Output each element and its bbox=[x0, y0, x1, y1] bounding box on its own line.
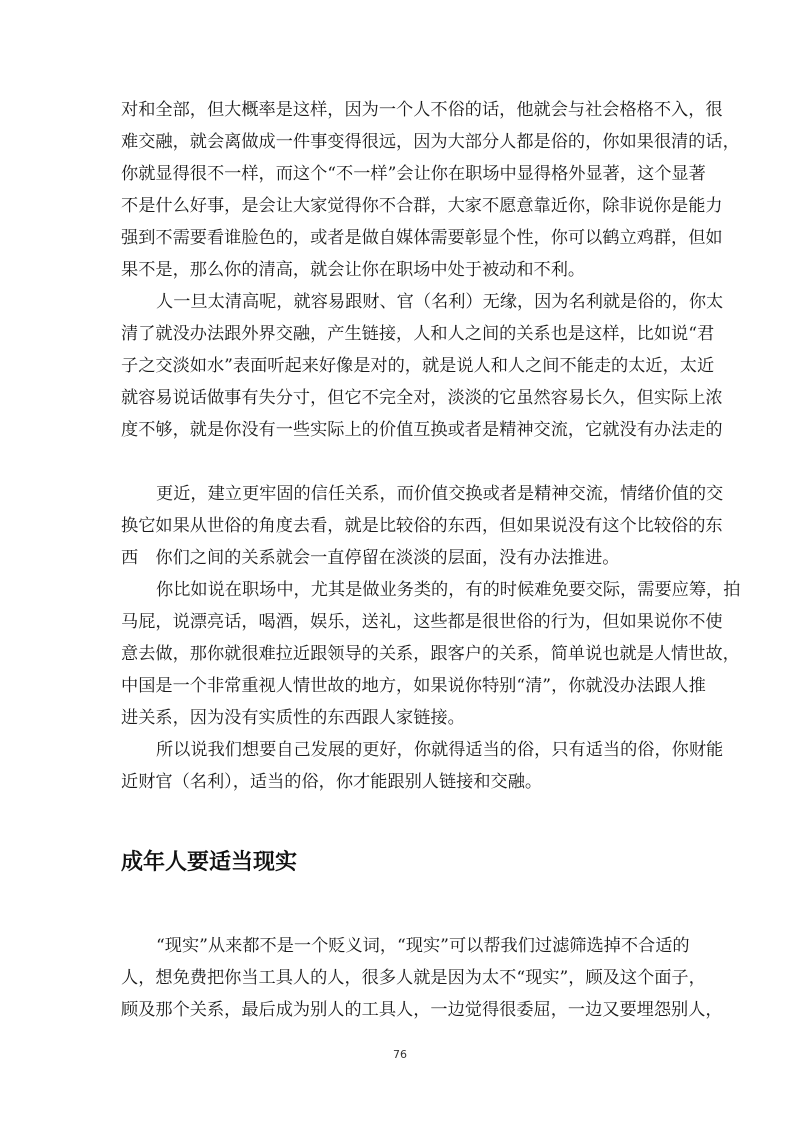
body-text-line: 你就显得很不一样，而这个“不一样”会让你在职场中显得格外显著，这个显著 bbox=[121, 164, 706, 184]
body-text-line: 子之交淡如水”表面听起来好像是对的，就是说人和人之间不能走的太近，太近 bbox=[121, 356, 715, 376]
body-text-line: 中国是一个非常重视人情世故的地方，如果说你特别“清”，你就没办法跟人推 bbox=[121, 676, 706, 696]
body-text-line: 进关系，因为没有实质性的东西跟人家链接。 bbox=[121, 708, 465, 728]
body-text-line: “现实”从来都不是一个贬义词，“现实”可以帮我们过滤筛选掉不合适的 bbox=[156, 936, 690, 956]
body-text-line: 更近，建立更牢固的信任关系，而价值交换或者是精神交流，情绪价值的交 bbox=[156, 484, 724, 504]
body-text-line: 果不是，那么你的清高，就会让你在职场中处于被动和不利。 bbox=[121, 260, 586, 280]
body-text-line: 所以说我们想要自己发展的更好，你就得适当的俗，只有适当的俗，你财能 bbox=[156, 740, 724, 760]
page-number: 76 bbox=[393, 1048, 407, 1061]
body-text-line: 清了就没办法跟外界交融，产生链接，人和人之间的关系也是这样，比如说“君 bbox=[121, 324, 715, 344]
body-text-line: 西 你们之间的关系就会一直停留在淡淡的层面，没有办法推进。 bbox=[121, 548, 620, 568]
body-text-line: 难交融，就会离做成一件事变得很远，因为大部分人都是俗的，你如果很清的话， bbox=[121, 132, 740, 152]
body-text-line: 人一旦太清高呢，就容易跟财、官（名利）无缘，因为名利就是俗的，你太 bbox=[156, 292, 724, 312]
body-text-line: 人，想免费把你当工具人的人，很多人就是因为太不“现实”，顾及这个面子， bbox=[121, 968, 706, 988]
body-text-line: 意去做，那你就很难拉近跟领导的关系，跟客户的关系，简单说也就是人情世故， bbox=[121, 644, 740, 664]
body-text-line: 近财官（名利），适当的俗，你才能跟别人链接和交融。 bbox=[121, 772, 543, 792]
body-text-line: 不是什么好事，是会让大家觉得你不合群，大家不愿意靠近你，除非说你是能力 bbox=[121, 196, 723, 216]
body-text-line: 就容易说话做事有失分寸，但它不完全对，淡淡的它虽然容易长久，但实际上浓 bbox=[121, 388, 723, 408]
body-text-line: 强到不需要看谁脸色的，或者是做自媒体需要彰显个性，你可以鹤立鸡群，但如 bbox=[121, 228, 723, 248]
body-text-line: 马屁，说漂亮话，喝酒，娱乐，送礼，这些都是很世俗的行为，但如果说你不使 bbox=[121, 612, 723, 632]
section-heading: 成年人要适当现实 bbox=[121, 850, 298, 875]
body-text-line: 对和全部，但大概率是这样，因为一个人不俗的话，他就会与社会格格不入，很 bbox=[121, 100, 723, 120]
body-text-line: 你比如说在职场中，尤其是做业务类的，有的时候难免要交际，需要应筹，拍 bbox=[156, 580, 741, 600]
body-text-line: 顾及那个关系，最后成为别人的工具人，一边觉得很委屈，一边又要埋怨别人， bbox=[121, 1000, 723, 1020]
body-text-line: 换它如果从世俗的角度去看，就是比较俗的东西，但如果说没有这个比较俗的东 bbox=[121, 516, 723, 536]
body-text-line: 度不够，就是你没有一些实际上的价值互换或者是精神交流，它就没有办法走的 bbox=[121, 420, 723, 440]
